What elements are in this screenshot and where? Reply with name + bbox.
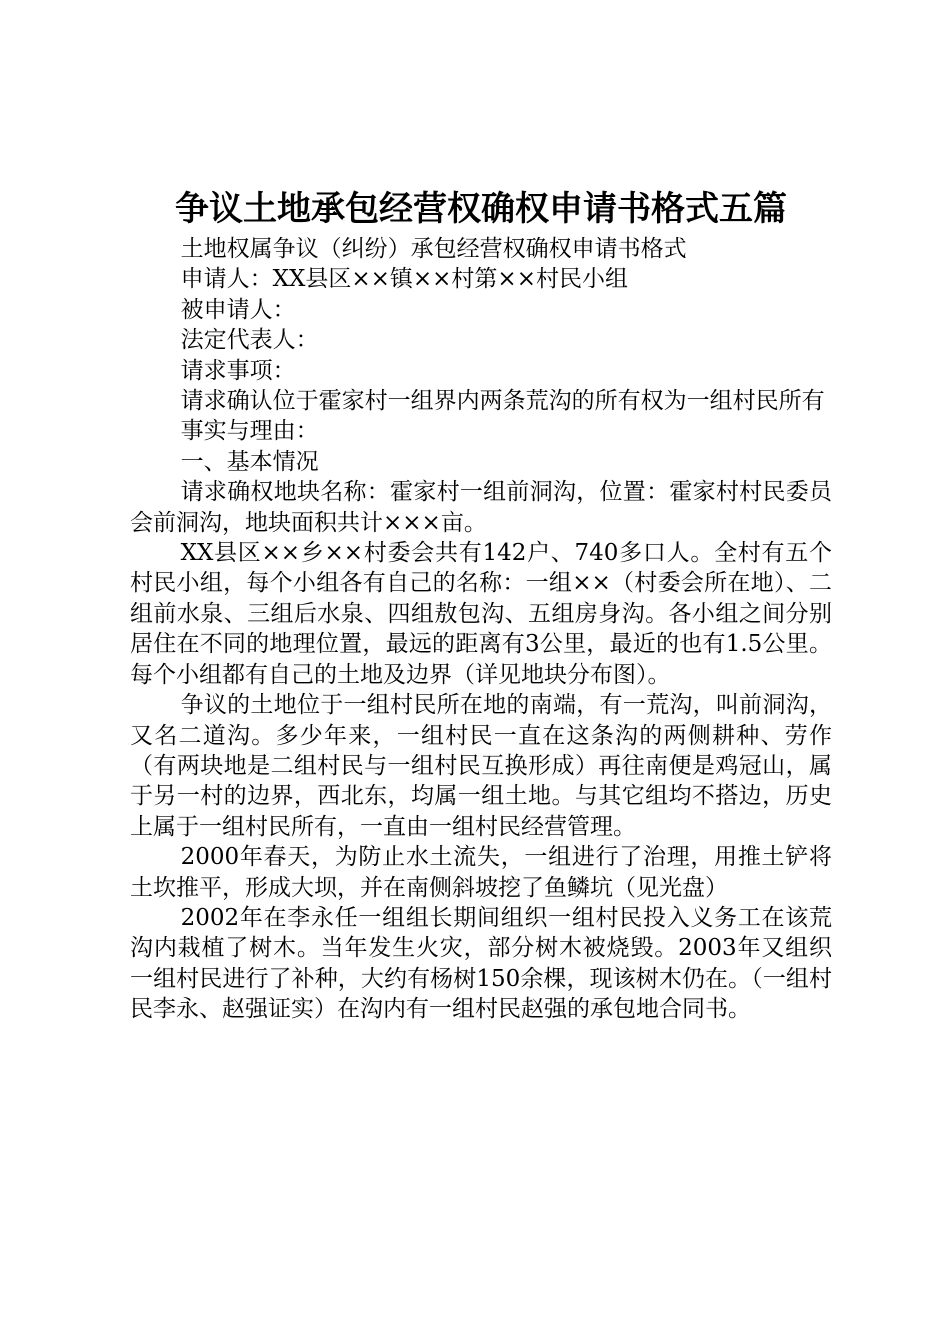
paragraph-heading: 土地权属争议（纠纷）承包经营权确权申请书格式 bbox=[180, 236, 687, 262]
paragraph-dispute-location: 争议的土地位于一组村民所在地的南端，有一荒沟，叫前洞沟，又名二道沟。多少年来，一组村民一直在这条沟的两侧耕种、劳作（有两块地是二组村民与一组村民互换形成）再往南便是鸡冠山，属于另一村的边界，西北东，均属一组土地。与其它组均不搭边，历史上属于一组村民所有，一直由一组村民经营管理。 bbox=[130, 692, 832, 840]
paragraph-requests: 请求确认位于霍家村一组界内两条荒沟的所有权为一组村民所有 bbox=[180, 388, 825, 415]
paragraph-basic-info-heading: 一、基本情况 bbox=[180, 448, 319, 475]
paragraph-requests-heading: 请求事项： bbox=[180, 357, 296, 384]
paragraph-plot-info: 请求确权地块名称：霍家村一组前洞沟，位置：霍家村村民委员会前洞沟，地块面积共计×××亩。 bbox=[130, 479, 832, 536]
paragraph-applicant: 申请人：XX县区××镇××村第××村民小组 bbox=[180, 266, 628, 293]
document-page bbox=[130, 186, 832, 1025]
document-title: 争议土地承包经营权确权申请书格式五篇 bbox=[175, 189, 787, 229]
paragraph-facts-heading: 事实与理由： bbox=[180, 418, 319, 445]
paragraph-2002-history: 2002年在李永任一组组长期间组织一组村民投入义务工在该荒沟内栽植了树木。当年发生火灾，部分树木被烧毁。2003年又组织一组村民进行了补种，大约有杨树150余棵，现该树木仍在。（一组村民李永、赵强证实）在沟内有一组村民赵强的承包地合同书。 bbox=[130, 904, 832, 1023]
paragraph-respondent: 被申请人： bbox=[180, 296, 296, 323]
paragraph-legal-representative: 法定代表人： bbox=[180, 327, 319, 354]
paragraph-2000-history: 2000年春天，为防止水土流失，一组进行了治理，用推土铲将土坎推平，形成大坝，并在南侧斜坡挖了鱼鳞坑（见光盘） bbox=[130, 844, 832, 901]
paragraph-village-info: XX县区××乡××村委会共有142户、740多口人。全村有五个村民小组，每个小组各有自己的名称：一组××（村委会所在地）、二组前水泉、三组后水泉、四组敖包沟、五组房身沟。各小组之间分别居住在不同的地理位置，最远的距离有3公里，最近的也有1.5公里。每个小组都有自己的土地及边界（详见地块分布图）。 bbox=[130, 540, 832, 688]
